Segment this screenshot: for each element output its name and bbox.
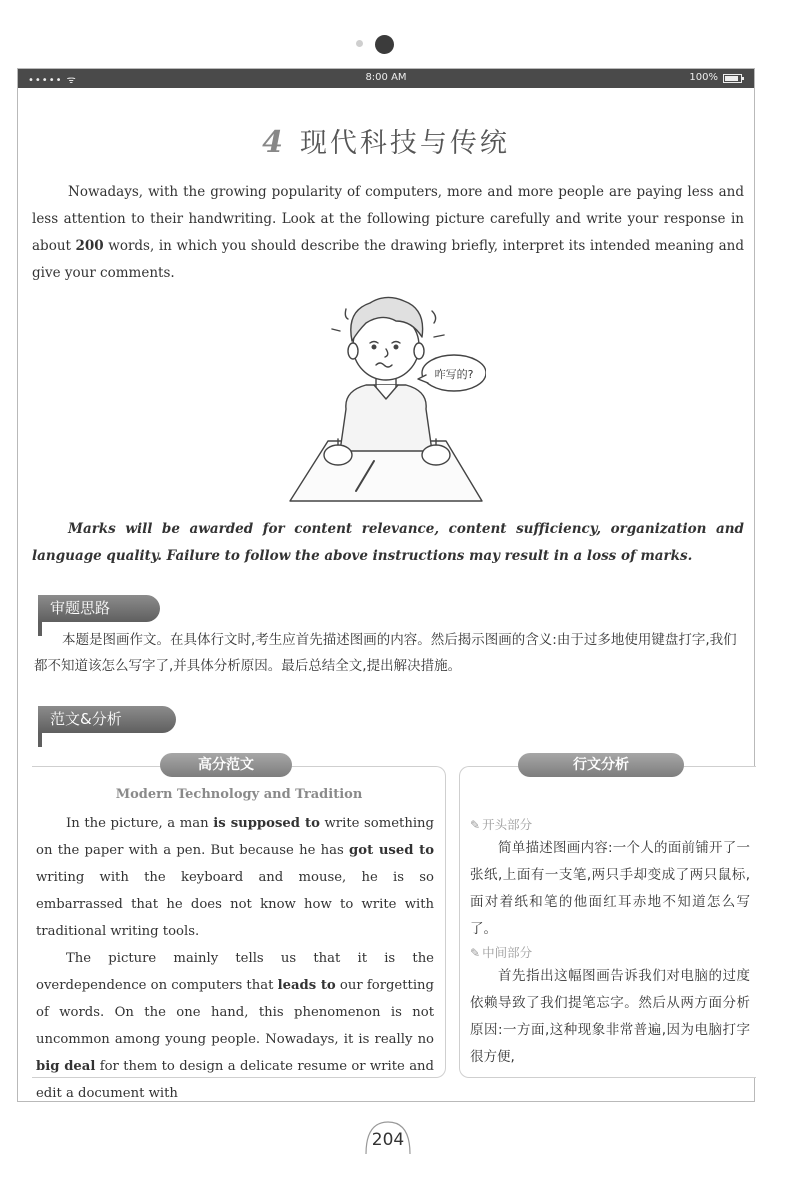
speech-bubble-text: 咋写的? xyxy=(434,368,474,381)
chapter-number: 4 xyxy=(262,125,286,160)
analysis-pill: 行文分析 xyxy=(518,753,684,777)
camera-lens-dot xyxy=(375,35,394,54)
page-number-text: 204 xyxy=(371,1130,405,1150)
analysis-label-middle: ✎ 中间部分 xyxy=(470,945,533,960)
essay-paragraph-1: In the picture, a man is supposed to write something on the paper with a pen. But because he has got used to writing with the keyboard and mouse, he is so embarrassed that he does not know how to write with traditional writing tools. xyxy=(36,816,434,939)
writing-prompt xyxy=(32,179,744,287)
prompt-text-1: Nowadays, with the growing popularity of computers, more and more people are paying less and less attention to their handwriting. Look at the following picture carefully and write your response in about xyxy=(32,184,744,254)
camera-sensor-dot xyxy=(356,40,363,47)
essay-paragraph-2: The picture mainly tells us that it is the overdependence on computers that leads to our forgetting of words. On the one hand, this phenomenon is not uncommon among young people. Nowadays, it is really no big deal for them to design a delicate resume or write and edit a document with xyxy=(36,951,434,1101)
tablet-screen xyxy=(17,68,755,1102)
marks-note: Marks will be awarded for content relevance, content sufficiency, organization and language quality. Failure to follow the above instructions may result in a loss of marks. xyxy=(32,521,744,564)
approach-paragraph: 本题是图画作文。在具体行文时,考生应首先描述图画的内容。然后揭示图画的含义:由于过多地使用键盘打字,我们都不知道该怎么写字了,并具体分析原因。最后总结全文,提出解决措施。 xyxy=(34,632,737,674)
signal-wifi-indicator: ••••• ᯤ xyxy=(28,75,77,86)
battery-percent: 100% xyxy=(689,72,718,83)
chapter-title: 现代科技与传统 xyxy=(299,128,510,159)
essay-title: Modern Technology and Tradition xyxy=(115,787,363,802)
battery-icon xyxy=(723,74,742,83)
status-bar xyxy=(18,69,754,88)
page-title xyxy=(18,121,754,160)
section-tag-analysis-approach: 审题思路 xyxy=(38,595,160,622)
pen-icon: ✎ xyxy=(470,818,481,832)
device-camera xyxy=(0,35,800,55)
prompt-word-count: 200 xyxy=(75,238,104,254)
analysis-opening-text: 简单描述图画内容:一个人的面前铺开了一张纸,上面有一支笔,两只手却变成了两只鼠标,面对着纸和笔的他面红耳赤地不知道怎么写了。 xyxy=(470,840,750,937)
sample-essay-pill: 高分范文 xyxy=(160,753,292,777)
analysis-middle-text: 首先指出这幅图画告诉我们对电脑的过度依赖导致了我们提笔忘字。然后从两方面分析原因:一方面,这种现象非常普遍,因为电脑打字很方便, xyxy=(470,968,750,1065)
cartoon-illustration xyxy=(286,291,486,506)
analysis-label-opening: ✎ 开头部分 xyxy=(470,817,533,832)
sample-essay xyxy=(36,810,434,1107)
page-number xyxy=(362,1118,414,1156)
status-time: 8:00 AM xyxy=(365,72,407,83)
section-tag-sample-analysis: 范文&分析 xyxy=(38,706,176,733)
writing-analysis xyxy=(470,815,750,1071)
prompt-text-2: words, in which you should describe the drawing briefly, interpret its intended meaning and give your comments. xyxy=(32,238,744,281)
pen-icon: ✎ xyxy=(470,946,481,960)
